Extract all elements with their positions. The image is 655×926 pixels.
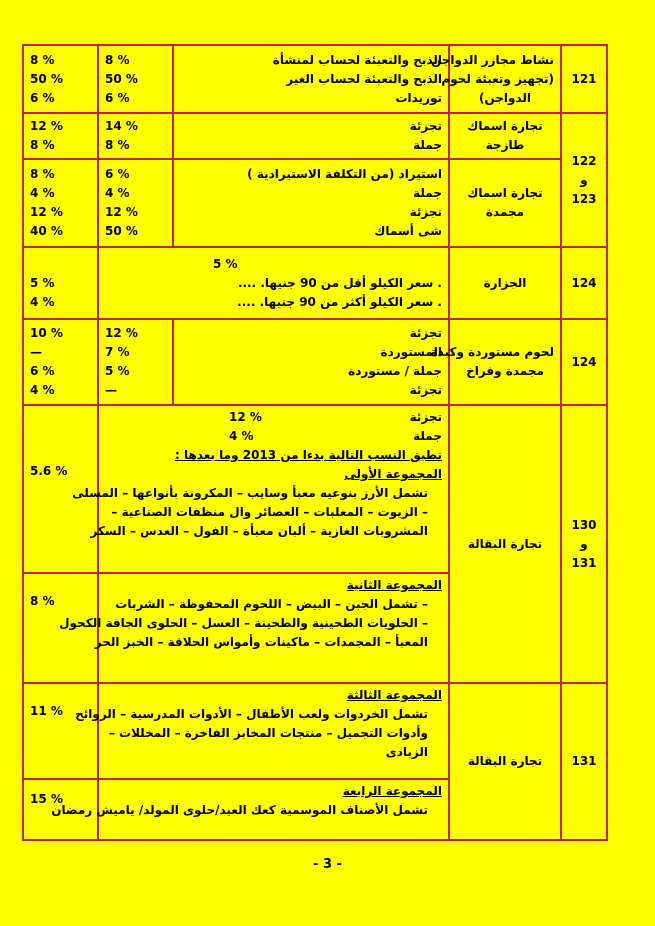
rate-cell: 8 % 50 % 6 % (23, 45, 98, 113)
code-cell: 122 و 123 (561, 113, 607, 247)
description-cell: تجزئة 12 % جملة 4 % تطبق النسب التالية بدءا من 2013 وما بعدها : المجموعة الأولى تشمل الأرز بنوعيه معبأ وسايب – المكرونة بأنواعها – المسلى – الزيوت – المعلبات – العصائر وال منظفات الصناعية – المشروبات الغازية – ألبان معبأة – الفول – العدس – السكر (98, 405, 449, 573)
rate-cell: 8 % (23, 573, 98, 683)
group-title: المجموعة الثالثة (346, 688, 442, 702)
table-row-124-meat (23, 319, 607, 405)
table-row-130-group-1 (23, 405, 607, 573)
page-number: - 3 - (313, 857, 342, 872)
description-cell: المجموعة الثانية – تشمل الجبن – البيض – اللحوم المحفوظة – الشربات – الحلويات الطحينية والطحينة – العسل – الحلوى الجافة الكحول المعبأ – المجمدات – ماكينات وأمواس الحلاقة – الخبز الحر (98, 573, 449, 683)
table-row-123-frozen (23, 159, 607, 247)
activity-cell: نشاط مجازر الدواجن (تجهيز وتعبئة لحوم الدواجن) (449, 45, 561, 113)
description-cell: المجموعة الثالثة تشمل الخردوات ولعب الأطفال – الأدوات المدرسية – الروائح وأدوات التجميل – منتجات المخابز الفاخرة – المخللات – الزبادى (98, 683, 449, 779)
rate-cell: 5.6 % (23, 405, 98, 573)
description-cell: استيراد (من التكلفة الاستيرادية ) جملة تجزئة شى أسماك (173, 159, 449, 247)
rate-cell: 8 % 4 % 12 % 40 % (23, 159, 98, 247)
group-title: المجموعة الأولى (344, 467, 442, 481)
code-cell: 130 و 131 (561, 405, 607, 683)
rate-cell: 11 % (23, 683, 98, 779)
activity-cell: تجارة اسماك طازجة (449, 113, 561, 159)
rate-cell: 8 % 50 % 6 % (98, 45, 173, 113)
code-cell: 124 (561, 319, 607, 405)
rate-cell: 12 % 8 % (23, 113, 98, 159)
activity-cell: لحوم مستوردة وكبدة مجمدة وفراخ (449, 319, 561, 405)
description-cell: 5 % . سعر الكيلو أقل من 90 جنيها. .... . سعر الكيلو أكثر من 90 جنيها. .... (98, 247, 449, 319)
tax-rates-table (22, 44, 608, 841)
description-cell: المجموعة الرابعة تشمل الأصناف الموسمية كعك العيد/حلوى المولد/ ياميش رمضان (98, 779, 449, 840)
table-row-131-group-3 (23, 683, 607, 779)
description-cell: الذبح والتعبئة لحساب لمنشأة الذبح والتعبئة لحساب الغير توريدات (173, 45, 449, 113)
description-cell: تجزئة جملة (173, 113, 449, 159)
description-cell: تجزئة المستوردة جملة / مستوردة تجزئة (173, 319, 449, 405)
activity-cell: تجارة اسماك مجمدة (449, 159, 561, 247)
activity-cell: الجزارة (449, 247, 561, 319)
code-cell: 121 (561, 45, 607, 113)
activity-cell: تجارة البقالة (449, 405, 561, 683)
code-cell: 124 (561, 247, 607, 319)
rate-cell: 5 % 4 % (23, 247, 98, 319)
rate-cell: 12 % 7 % 5 % — (98, 319, 173, 405)
activity-cell: تجارة البقالة (449, 683, 561, 840)
table-row-122-fresh (23, 113, 607, 159)
table-row-124-butcher (23, 247, 607, 319)
rate-cell: 15 % (23, 779, 98, 840)
group-title: المجموعة الثانية (346, 578, 442, 592)
code-cell: 131 (561, 683, 607, 840)
rate-cell: 10 % — 6 % 4 % (23, 319, 98, 405)
group-title: المجموعة الرابعة (342, 784, 442, 798)
rate-cell: 14 % 8 % (98, 113, 173, 159)
rate-cell: 6 % 4 % 12 % 50 % (98, 159, 173, 247)
note-text: تطبق النسب التالية بدءا من 2013 وما بعدها : (174, 448, 442, 462)
table-row-121 (23, 45, 607, 113)
